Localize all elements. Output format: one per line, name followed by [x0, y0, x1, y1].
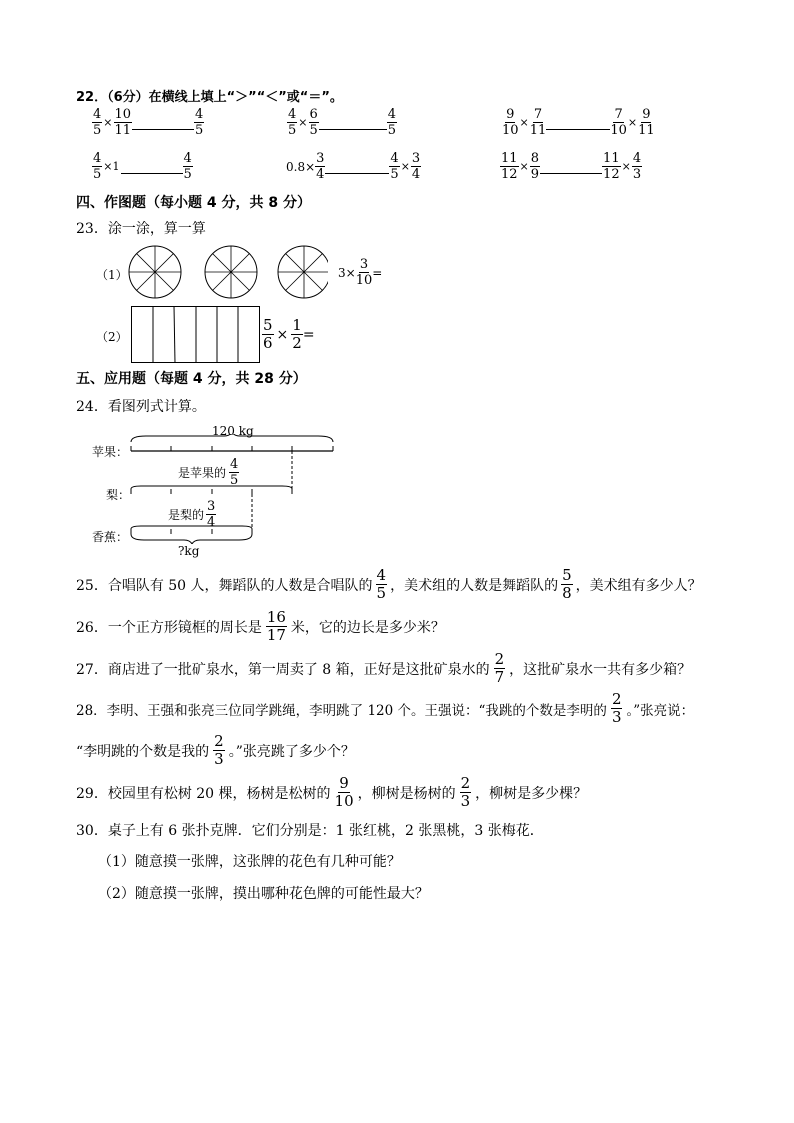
banana-note: 是梨的 $\frac{3}{4}$ [168, 499, 216, 530]
answer-blank[interactable] [121, 173, 183, 174]
q24-title: 24．看图列式计算。 [76, 399, 206, 415]
q23-part1-expression: 3× $\frac{3}{10}$ = [338, 257, 383, 288]
q22-title: 22．（6分）在横线上填上“＞”“＜”或“＝”。 [76, 90, 343, 105]
answer-blank[interactable] [540, 173, 602, 174]
pear-note: 是苹果的 $\frac{4}{5}$ [178, 457, 239, 488]
answer-blank[interactable] [132, 129, 194, 130]
fraction: $\frac{4}{5}$ [93, 107, 102, 138]
q30-title: 30．桌子上有 6 张扑克牌．它们分别是：1 张红桃，2 张黑桃，3 张梅花． [76, 823, 544, 839]
q29: 29．校园里有松树 20 棵，杨树是松树的 $\frac{9}{10}$ ，柳树是杨树的 $\frac{2}{3}$ ，柳树是多少棵？ [76, 774, 588, 810]
answer-blank[interactable] [546, 129, 610, 130]
circle-1 [129, 246, 181, 298]
q25: 25．合唱队有 50 人，舞蹈队的人数是合唱队的 $\frac{4}{5}$ ，美术组的人数是舞蹈队的 $\frac{5}{8}$ ，美术组有多少人？ [76, 566, 702, 602]
q28-line-1: 28．李明、王强和张亮三位同学跳绳，李明跳了 120 个。王强说：“我跳的个数是李明的 $\frac{2}{3}$ 。”张亮说： [76, 690, 695, 726]
section-5-title: 五、应用题（每题 4 分，共 28 分） [76, 371, 307, 387]
q27: 27．商店进了一批矿泉水，第一周卖了 8 箱，正好是这批矿泉水的 $\frac{2}{7}$ ，这批矿泉水一共有多少箱？ [76, 650, 692, 686]
pear-label: 梨： [106, 488, 131, 502]
q30-sub2: （2）随意摸一张牌，摸出哪种花色牌的可能性最大？ [98, 886, 429, 902]
apple-label: 苹果： [92, 445, 129, 459]
circles-diagram [128, 243, 328, 303]
rectangle-diagram [131, 306, 261, 364]
q28-line-2: “李明跳的个数是我的 $\frac{2}{3}$ 。”张亮跳了多少个？ [76, 732, 355, 768]
answer-blank[interactable] [325, 173, 389, 174]
q22-item-4: $\frac{4}{5}$ ×1 $\frac{4}{5}$ [93, 151, 192, 182]
unknown-weight-label: ?kg [178, 544, 200, 558]
q22-item-2: $\frac{4}{5}$ × $\frac{6}{5}$ $\frac{4}{5}$ [288, 107, 397, 138]
q30-sub1: （1）随意摸一张牌，这张牌的花色有几种可能？ [98, 854, 401, 870]
q26: 26．一个正方形镜框的周长是 $\frac{16}{17}$ 米，它的边长是多少米？ [76, 608, 445, 644]
q22-item-1: $\frac{4}{5}$ × $\frac{10}{11}$ $\frac{4}{5}$ [93, 107, 204, 138]
total-weight-label: 120 kg [212, 424, 254, 438]
q23-title: 23．涂一涂，算一算 [76, 221, 206, 237]
answer-blank[interactable] [319, 129, 387, 130]
section-4-title: 四、作图题（每小题 4 分，共 8 分） [76, 195, 311, 211]
banana-label: 香蕉： [92, 530, 129, 544]
q23-part1-label: （1） [96, 268, 128, 282]
q22-item-6: $\frac{11}{12}$ × $\frac{8}{9}$ $\frac{11}{12}$ × $\frac{4}{3}$ [501, 151, 642, 182]
circle-3 [278, 246, 328, 298]
q22-item-3: $\frac{9}{10}$ × $\frac{7}{11}$ $\frac{7}{10}$ × $\frac{9}{11}$ [502, 107, 655, 138]
circle-2 [205, 246, 257, 298]
segment-diagram [126, 434, 338, 544]
q23-part2-label: （2） [96, 330, 128, 344]
q23-part2-expression: $\frac{5}{6}$ × $\frac{1}{2}$ = [263, 316, 315, 352]
q22-item-5: 0.8× $\frac{3}{4}$ $\frac{4}{5}$ × $\frac{3}{4}$ [286, 151, 421, 182]
